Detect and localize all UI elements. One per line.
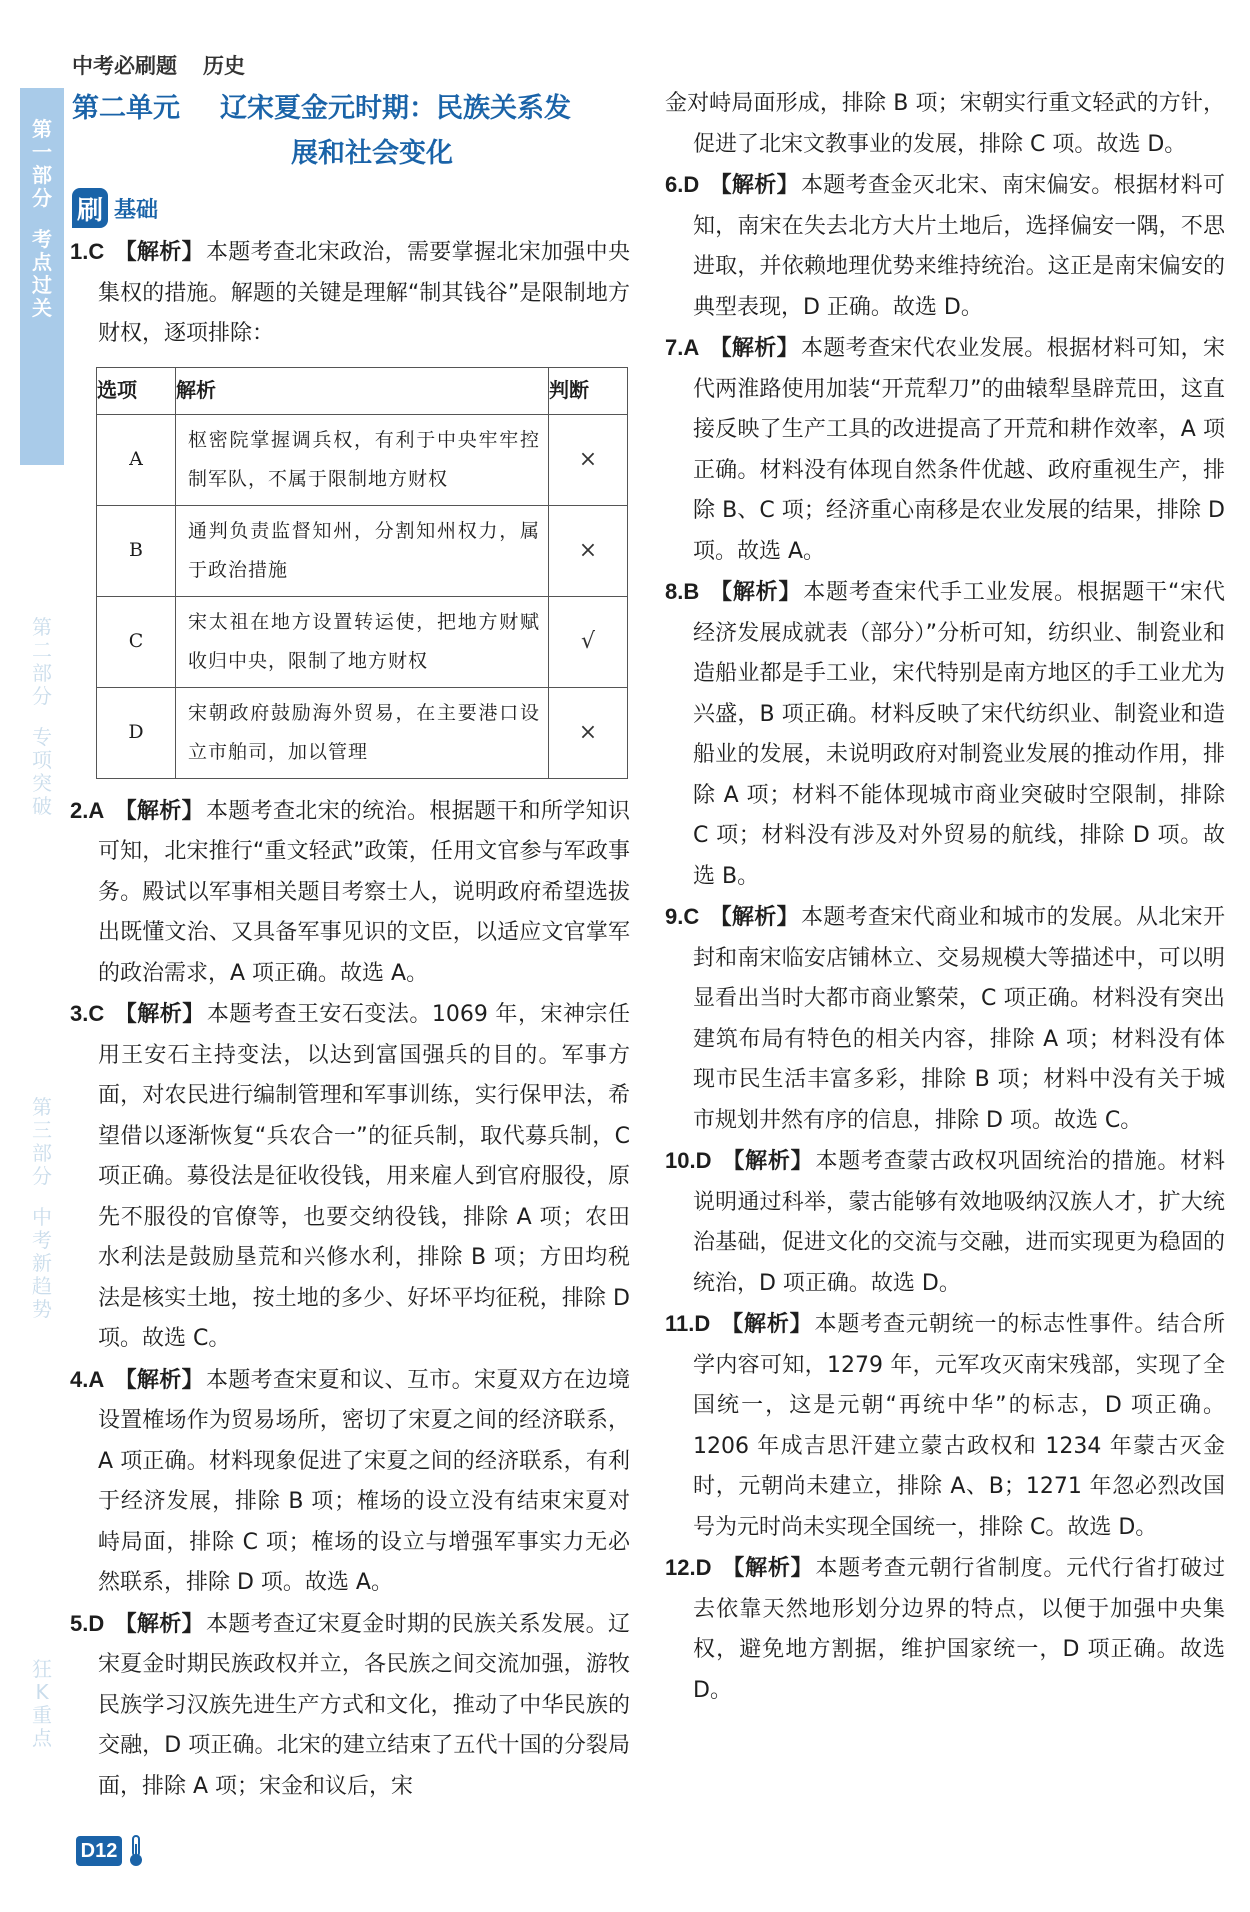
table-header-option: 选项 — [97, 367, 176, 414]
table-cell-analysis: 宋朝政府鼓励海外贸易，在主要港口设立市舶司，加以管理 — [176, 687, 549, 778]
table-header-judgement: 判断 — [549, 367, 628, 414]
table-cell-option: D — [97, 687, 176, 778]
question-10: 10.D 【解析】本题考查蒙古政权巩固统治的措施。材料说明通过科举，蒙古能够有效地吸纳汉族人才，扩大统治基础，促进文化的交流与交融，进而实现更为稳固的统治，D 项正确。故选 D。 — [665, 1148, 1225, 1296]
question-9: 9.C 【解析】本题考查宋代商业和城市的发展。从北宋开封和南宋临安店铺林立、交易规模大等描述中，可以明显看出当时大都市商业繁荣，C 项正确。材料没有突出建筑布局有特色的相关内容，排除 A 项；材料没有体现市民生活丰富多彩，排除 B 项；材料中没有关于城市规划井然有序的信息，排除 D 项。故选 C。 — [665, 904, 1225, 1133]
question-8: 8.B 【解析】本题考查宋代手工业发展。根据题干“宋代经济发展成就表（部分）”分析可知，纺织业、制瓷业和造船业都是手工业，宋代特别是南方地区的手工业尤为兴盛，B 项正确。材料反映了宋代纺织业、制瓷业和造船业的发展，未说明政府对制瓷业发展的推动作用，排除 A 项；材料不能体现城市商业突破时空限制，排除 C 项；材料没有涉及对外贸易的航线，排除 D 项。故选 B。 — [665, 579, 1225, 889]
question-4: 4.A 【解析】本题考查宋夏和议、互市。宋夏双方在边境设置榷场作为贸易场所，密切了宋夏之间的经济联系，A 项正确。材料现象促进了宋夏之间的经济联系，有利于经济发展，排除 B 项；榷场的设立没有结束宋夏对峙局面，排除 C 项；榷场的设立与增强军事实力无必然联系，排除 D 项。故选 A。 — [70, 1366, 630, 1595]
question-1: 1.C 【解析】本题考查北宋政治，需要掌握北宋加强中央集权的措施。解题的关键是理解“制其钱谷”是限制地方财权，逐项排除： — [70, 239, 630, 346]
table-row — [97, 505, 628, 596]
question-12: 12.D 【解析】本题考查元朝行省制度。元代行省打破过去依靠天然地形划分边界的特点，以便于加强中央集权，避免地方割据，维护国家统一，D 项正确。故选 D。 — [665, 1555, 1225, 1703]
question-7: 7.A 【解析】本题考查宋代农业发展。根据材料可知，宋代两淮路使用加装“开荒犁刀”的曲辕犁垦辟荒田，这直接反映了生产工具的改进提高了开荒和耕作效率，A 项正确。材料没有体现自然条件优越、政府重视生产，排除 B、C 项；经济重心南移是农业发展的结果，排除 D 项。故选 A。 — [665, 335, 1225, 564]
question-3: 3.C 【解析】本题考查王安石变法。1069 年，宋神宗任用王安石主持变法，以达到富国强兵的目的。军事方面，对农民进行编制管理和军事训练，实行保甲法，希望借以逐渐恢复“兵农合一”的征兵制，取代募兵制，C 项正确。募役法是征收役钱，用来雇人到官府服役，原先不服役的官僚等，也要交纳役钱，排除 A 项；农田水利法是鼓励垦荒和兴修水利，排除 B 项；方田均税法是核实土地，按土地的多少、好坏平均征税，排除 D 项。故选 C。 — [70, 1001, 630, 1351]
question-2: 2.A 【解析】本题考查北宋的统治。根据题干和所学知识可知，北宋推行“重文轻武”政策，任用文官参与军政事务。殿试以军事相关题目考察士人，说明政府希望选拔出既懂文治、又具备军事见识的文臣，以适应文官掌军的政治需求，A 项正确。故选 A。 — [70, 797, 630, 986]
table-cell-option: C — [97, 596, 176, 687]
question-6: 6.D 【解析】本题考查金灭北宋、南宋偏安。根据材料可知，南宋在失去北方大片土地后，选择偏安一隅，不思进取，并依赖地理优势来维持统治。这正是南宋偏安的典型表现，D 正确。故选 D。 — [665, 172, 1225, 320]
table-cell-analysis: 宋太祖在地方设置转运使，把地方财赋收归中央，限制了地方财权 — [176, 596, 549, 687]
table-header-row — [97, 367, 628, 414]
table-row — [97, 596, 628, 687]
series-name: 中考必刷题 — [72, 54, 177, 78]
thermometer-icon — [124, 1834, 148, 1868]
table-row — [97, 687, 628, 778]
unit-label: 第二单元 — [72, 93, 180, 124]
table-cell-option: B — [97, 505, 176, 596]
unit-title-line2: 展和社会变化 — [291, 138, 453, 169]
page-number: D12 — [76, 1836, 122, 1866]
sidebar-part-2[interactable]: 第 二 部 分 专 项 突 破 — [32, 615, 52, 818]
unit-title-line1: 辽宋夏金元时期：民族关系发 — [220, 93, 571, 124]
left-column — [70, 232, 630, 1807]
subject-name: 历史 — [203, 54, 245, 78]
unit-title — [72, 86, 632, 176]
right-column — [665, 84, 1225, 1711]
running-header — [72, 50, 245, 80]
check-mark-icon: √ — [549, 596, 628, 687]
table-cell-option: A — [97, 414, 176, 505]
analysis-table — [96, 367, 628, 779]
table-cell-analysis: 通判负责监督知州，分割知州权力，属于政治措施 — [176, 505, 549, 596]
sidebar-nav — [20, 88, 64, 1912]
section-label: 基础 — [114, 196, 159, 223]
cross-mark-icon: × — [549, 414, 628, 505]
cross-mark-icon: × — [549, 687, 628, 778]
question-5-continued: 金对峙局面形成，排除 B 项；宋朝实行重文轻武的方针，促进了北宋文教事业的发展，排除 C 项。故选 D。 — [665, 91, 1225, 157]
table-header-analysis: 解析 — [176, 367, 549, 414]
section-heading — [72, 188, 158, 228]
question-5: 5.D 【解析】本题考查辽宋夏金时期的民族关系发展。辽宋夏金时期民族政权并立，各民族之间交流加强，游牧民族学习汉族先进生产方式和文化，推动了中华民族的交融，D 项正确。北宋的建立结束了五代十国的分裂局面，排除 A 项；宋金和议后，宋 — [70, 1610, 630, 1799]
table-row — [97, 414, 628, 505]
table-cell-analysis: 枢密院掌握调兵权，有利于中央牢牢控制军队，不属于限制地方财权 — [176, 414, 549, 505]
sidebar-part-4[interactable]: 狂 K 重 点 — [32, 1657, 52, 1750]
sidebar-part-3[interactable]: 第 三 部 分 中 考 新 趋 势 — [32, 1095, 52, 1321]
sidebar-part-1[interactable]: 第 一 部 分 考 点 过 关 — [20, 88, 64, 465]
section-badge: 刷 — [72, 188, 108, 228]
question-11: 11.D 【解析】本题考查元朝统一的标志性事件。结合所学内容可知，1279 年，元军攻灭南宋残部，实现了全国统一，这是元朝“再统中华”的标志，D 项正确。1206 年成吉思汗建立蒙古政权和 1234 年蒙古灭金时，元朝尚未建立，排除 A、B；1271 年忽必烈改国号为元时尚未实现全国统一，排除 C。故选 D。 — [665, 1311, 1225, 1540]
cross-mark-icon: × — [549, 505, 628, 596]
